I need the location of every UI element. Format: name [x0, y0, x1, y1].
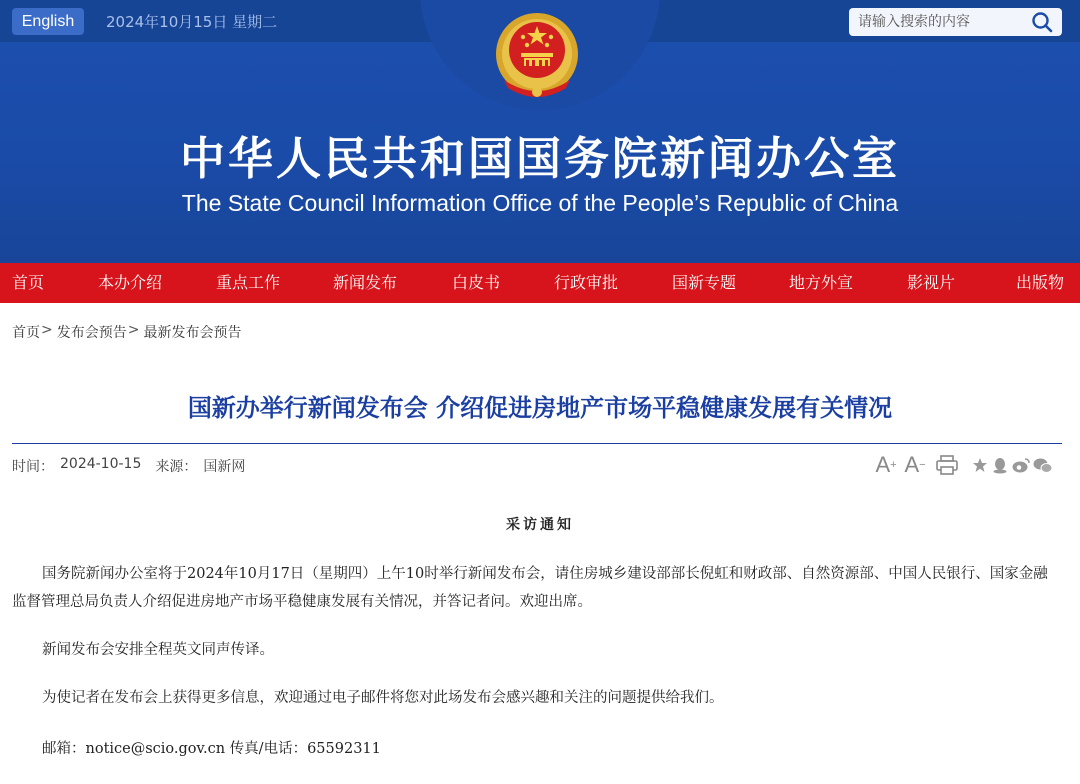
article-paragraph: 国务院新闻办公室将于2024年10月17日（星期四）上午10时举行新闻发布会，请住房城乡建设部部长倪虹和财政部、自然资源部、中国人民银行、国家金融监督管理总局负责人介绍促进房地产市场平稳健康发展有关情况，并答记者问。欢迎出席。 — [12, 566, 1048, 610]
breadcrumb-separator: > — [127, 322, 140, 338]
nav-item-home[interactable]: 首页 — [12, 273, 45, 292]
favorite-icon[interactable] — [970, 457, 990, 473]
nav-item-publications[interactable]: 出版物 — [1016, 273, 1065, 292]
breadcrumb-press-preview[interactable]: 发布会预告 — [56, 325, 127, 341]
search-icon[interactable] — [1027, 9, 1057, 35]
breadcrumb — [12, 322, 241, 342]
nav-item-key-work[interactable]: 重点工作 — [216, 273, 281, 292]
breadcrumb-separator: > — [41, 322, 53, 338]
qq-icon[interactable] — [990, 457, 1010, 474]
nav-item-press-release[interactable]: 新闻发布 — [333, 273, 398, 292]
nav-item-videos[interactable]: 影视片 — [907, 273, 956, 292]
article-tools — [872, 451, 1054, 479]
article-paragraph: 新闻发布会安排全程英文同声传译。 — [42, 642, 274, 658]
article-title: 国新办举行新闻发布会 介绍促进房地产市场平稳健康发展有关情况 — [187, 394, 893, 422]
weibo-icon[interactable] — [1010, 457, 1032, 473]
nav-item-about[interactable]: 本办介绍 — [98, 273, 163, 292]
current-date: 2024年10月15日 星期二 — [106, 13, 278, 31]
time-label: 时间： — [12, 459, 54, 475]
main-nav — [0, 263, 1080, 303]
breadcrumb-latest-preview[interactable]: 最新发布会预告 — [143, 325, 242, 341]
publish-date: 2024-10-15 — [60, 456, 142, 472]
site-title-cn: 中华人民共和国国务院新闻办公室 — [179, 132, 900, 185]
national-emblem-icon — [494, 10, 580, 100]
font-increase-icon[interactable]: A + — [875, 452, 897, 477]
source-value: 国新网 — [203, 459, 246, 475]
search-input[interactable] — [849, 9, 1027, 35]
nav-item-special-topics[interactable]: 国新专题 — [672, 273, 737, 292]
nav-item-admin-approval[interactable]: 行政审批 — [554, 273, 619, 292]
title-divider — [12, 443, 1062, 444]
article-paragraph: 为使记者在发布会上获得更多信息，欢迎通过电子邮件将您对此场发布会感兴趣和关注的问题提供给我们。 — [42, 690, 724, 706]
article-meta — [12, 456, 245, 476]
wechat-icon[interactable] — [1032, 457, 1054, 474]
print-icon[interactable] — [930, 455, 964, 475]
site-header — [0, 0, 1080, 263]
font-decrease-icon[interactable]: A − — [904, 452, 926, 477]
search-box — [849, 8, 1062, 36]
contact-paragraph: 邮箱：notice@scio.gov.cn 传真/电话：65592311 — [42, 741, 381, 757]
site-title-en: The State Council Information Office of the People’s Republic of China — [181, 190, 899, 216]
english-version-button[interactable]: English — [12, 8, 84, 35]
nav-item-local-publicity[interactable]: 地方外宣 — [789, 273, 854, 292]
nav-item-white-papers[interactable]: 白皮书 — [452, 273, 501, 292]
source-label: 来源： — [155, 459, 198, 475]
breadcrumb-home[interactable]: 首页 — [12, 325, 40, 341]
notice-heading: 采访通知 — [506, 517, 574, 533]
